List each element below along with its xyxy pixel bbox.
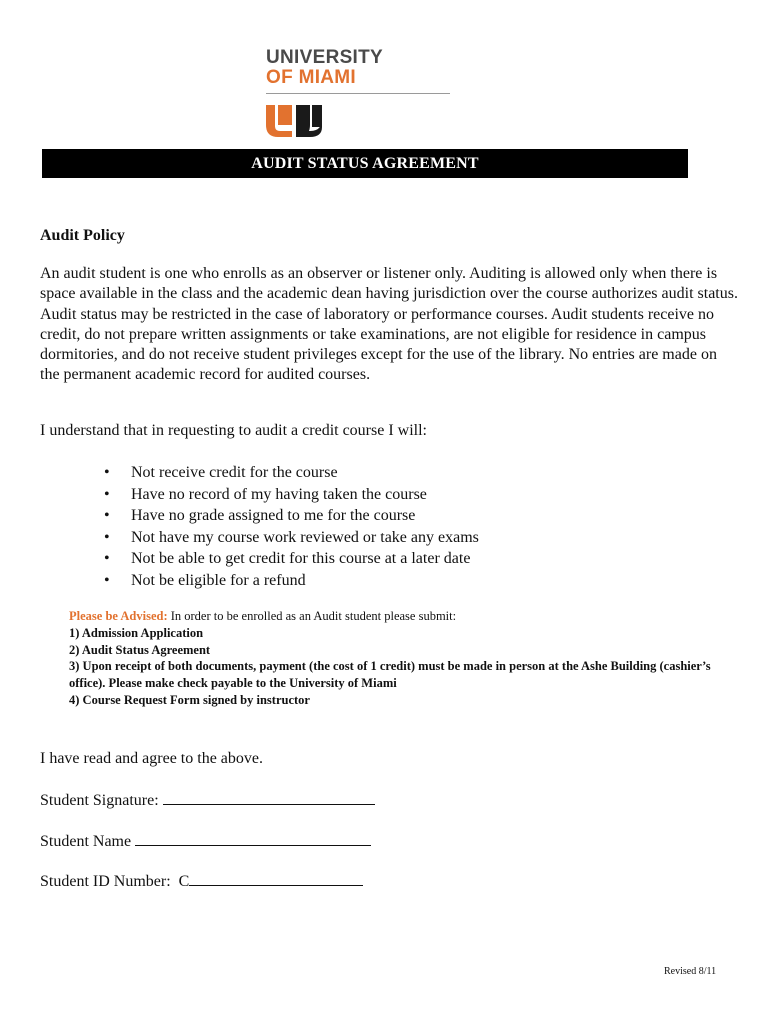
list-item: • Have no record of my having taken the course: [104, 484, 479, 506]
revision-note: Revised 8/11: [664, 966, 717, 977]
audit-policy-paragraph: An audit student is one who enrolls as an observer or listener only. Auditing is allowed only when there is space available in the class and the academic dean having jurisdiction over the course authorizes audit status. Audit status may be restricted in the case of laboratory or performance courses. Audit students receive no credit, do not prepare written assignments or take examinations, are not eligible for residence in campus dormitories, and do not receive student privileges except for the use of the library. No entries are made on the permanent academic record for audited courses.: [40, 265, 738, 384]
form-title-bar: AUDIT STATUS AGREEMENT: [42, 149, 688, 178]
student-id-prefix: C: [178, 873, 190, 890]
advisory-step: 1) Admission Application: [69, 625, 204, 640]
agreement-statement: I have read and agree to the above.: [40, 750, 263, 767]
student-name-row: [40, 831, 371, 851]
list-item: • Not be eligible for a refund: [104, 570, 479, 592]
signature-field[interactable]: [163, 790, 375, 805]
list-item: • Have no grade assigned to me for the course: [104, 505, 479, 527]
audit-policy-heading: Audit Policy: [40, 227, 125, 244]
student-name-label: Student Name: [40, 833, 132, 850]
student-name-field[interactable]: [135, 831, 371, 846]
u-logo-icon: [266, 105, 324, 137]
advisory-label: Please be Advised:: [69, 609, 168, 623]
list-item: • Not have my course work reviewed or take any exams: [104, 527, 479, 549]
student-id-row: [40, 871, 363, 891]
university-logo: [266, 48, 452, 138]
list-item: • Not receive credit for the course: [104, 462, 479, 484]
logo-of-miami-text: OF MIAMI: [266, 67, 356, 88]
signature-row: [40, 790, 375, 810]
advisory-notice: [69, 608, 719, 709]
advisory-step: 4) Course Request Form signed by instructor: [69, 692, 310, 707]
understand-intro: I understand that in requesting to audit a credit course I will:: [40, 422, 427, 439]
advisory-step: 3) Upon receipt of both documents, payment (the cost of 1 credit) must be made in person at the Ashe Building (cashier’s office). Please make check payable to the University of Miami: [69, 659, 711, 691]
advisory-text: In order to be enrolled as an Audit student please submit:: [167, 609, 457, 623]
student-id-label: Student ID Number:: [40, 873, 171, 890]
advisory-intro: [69, 608, 719, 625]
student-id-field[interactable]: [189, 871, 363, 886]
logo-divider: [266, 93, 450, 94]
logo-university-text: UNIVERSITY: [266, 47, 384, 68]
advisory-step: 2) Audit Status Agreement: [69, 642, 211, 657]
list-item: • Not be able to get credit for this course at a later date: [104, 548, 479, 570]
signature-label: Student Signature:: [40, 792, 159, 809]
understand-list: [104, 462, 479, 591]
